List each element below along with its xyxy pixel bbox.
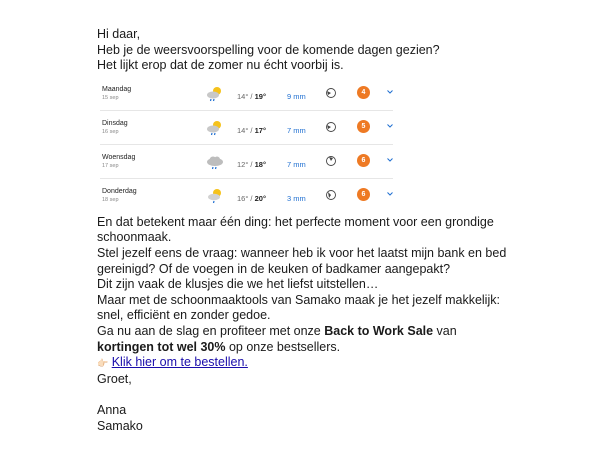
temp-high: 19°	[254, 91, 266, 101]
forecast-row[interactable]	[100, 77, 393, 111]
wind-direction-icon	[325, 189, 337, 201]
temp-low: 14°	[237, 91, 249, 101]
body-paragraph: Dit zijn vaak de klusjes die we het liefst uitstellen…	[97, 277, 379, 292]
chevron-down-icon[interactable]	[386, 190, 394, 198]
forecast-date: 15 sep	[102, 94, 119, 101]
weather-forecast-table	[100, 77, 393, 212]
temperature-range	[237, 191, 266, 207]
forecast-date: 18 sep	[102, 196, 119, 203]
pointing-hand-icon: 👉🏻	[97, 358, 109, 369]
sun-cloud-rain-icon	[205, 84, 225, 104]
temp-separator: /	[248, 159, 255, 169]
body-paragraph: En dat betekent maar één ding: het perfecte moment voor een grondige schoonmaak.	[97, 214, 494, 245]
signature-name: Anna	[97, 402, 127, 417]
rain-amount: 7 mm	[287, 159, 306, 169]
forecast-row[interactable]	[100, 179, 393, 212]
forecast-day: Maandag	[102, 85, 132, 93]
promo-text: op onze bestsellers.	[225, 339, 341, 354]
uv-index-badge: 6	[357, 154, 370, 167]
intro-line: Heb je de weersvoorspelling voor de komende dagen gezien?	[97, 42, 440, 57]
forecast-day: Woensdag	[102, 153, 136, 161]
forecast-row[interactable]	[100, 145, 393, 179]
sale-name: Back to Work Sale	[324, 323, 434, 338]
cloud-rain-icon	[205, 152, 225, 172]
forecast-row[interactable]	[100, 111, 393, 145]
email-body	[97, 27, 517, 434]
temp-high: 18°	[254, 159, 266, 169]
temp-separator: /	[248, 91, 255, 101]
uv-index-badge: 5	[357, 120, 370, 133]
chevron-down-icon[interactable]	[386, 156, 394, 164]
cta-line	[97, 355, 517, 372]
temp-low: 12°	[237, 159, 249, 169]
uv-index-badge: 4	[357, 86, 370, 99]
discount-text: kortingen tot wel 30%	[97, 339, 226, 354]
promo-text: Ga nu aan de slag en profiteer met onze	[97, 323, 325, 338]
wind-direction-icon	[325, 121, 337, 133]
greeting: Hi daar,	[97, 27, 141, 41]
sun-cloud-rain-icon	[205, 118, 225, 138]
temp-separator: /	[248, 193, 255, 203]
forecast-date: 17 sep	[102, 162, 119, 169]
rain-amount: 7 mm	[287, 125, 306, 135]
temp-separator: /	[248, 125, 255, 135]
chevron-down-icon[interactable]	[386, 122, 394, 130]
signature-company: Samako	[97, 418, 143, 433]
closing: Groet,	[97, 371, 132, 386]
temp-high: 20°	[254, 193, 266, 203]
body-paragraph: Stel jezelf eens de vraag: wanneer heb ik voor het laatst mijn bank en bed gereinigd? Of de voegen in de keuken of badkamer aangepakt?	[97, 245, 507, 276]
sun-cloud-drizzle-icon	[205, 186, 225, 206]
uv-index-badge: 6	[357, 188, 370, 201]
temperature-range	[237, 157, 266, 173]
temp-high: 17°	[254, 125, 266, 135]
rain-amount: 9 mm	[287, 91, 306, 101]
promo-paragraph	[97, 324, 517, 355]
spacer	[97, 387, 517, 403]
rain-amount: 3 mm	[287, 193, 306, 203]
temp-low: 14°	[237, 125, 249, 135]
forecast-date: 16 sep	[102, 128, 119, 135]
intro-line: Het lijkt erop dat de zomer nu écht voorbij is.	[97, 58, 344, 73]
forecast-day: Donderdag	[102, 187, 137, 195]
temp-low: 16°	[237, 193, 249, 203]
forecast-day: Dinsdag	[102, 119, 128, 127]
chevron-down-icon[interactable]	[386, 88, 394, 96]
temperature-range	[237, 89, 266, 105]
order-link[interactable]: Klik hier om te bestellen.	[111, 355, 248, 370]
temperature-range	[237, 123, 266, 139]
wind-direction-icon	[325, 87, 337, 99]
promo-text: van	[433, 323, 457, 338]
wind-direction-icon	[325, 155, 337, 167]
body-paragraph: Maar met de schoonmaaktools van Samako maak je het jezelf makkelijk: snel, efficiënt en zonder gedoe.	[97, 292, 500, 323]
